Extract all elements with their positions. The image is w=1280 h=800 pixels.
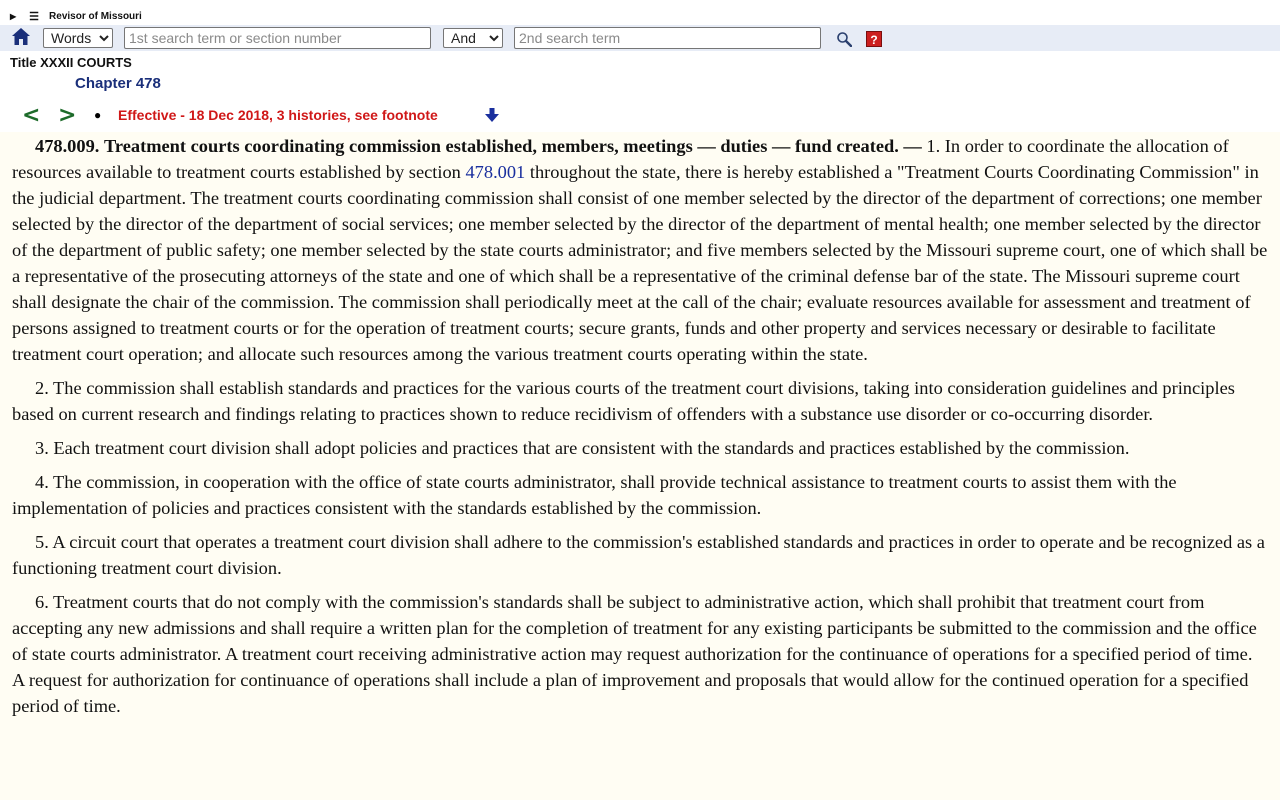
effective-date-link[interactable]: Effective - 18 Dec 2018, 3 histories, see footnote — [118, 107, 438, 123]
statute-paragraph-4: 4. The commission, in cooperation with the office of state courts administrator, shall provide technical assistance to treatment courts to assist them with the implementation of policies and practices consistent with the standards established by the commission. — [12, 472, 1177, 518]
statute-paragraph-2: 2. The commission shall establish standards and practices for the various courts of the treatment court divisions, taking into consideration guidelines and principles based on current research and findings relating to practices shown to reduce recidivism of offenders with a substance use disorder or co-occurring disorder. — [12, 378, 1235, 424]
paragraph-text: throughout the state, there is hereby established a "Treatment Courts Coordinating Commission" in the judicial department. The treatment courts coordinating commission shall consist of one member selected by the director of the department of corrections; one member selected by the director of the department of social services; one member selected by the director of the department of mental health; one member selected by the director of the department of public safety; one member selected by the state courts administrator; and five members selected by the Missouri supreme court, one of which shall be a representative of the prosecuting attorneys of the state and one of which shall be a representative of the criminal defense bar of the state. The Missouri supreme court shall designate the chair of the commission. The commission shall periodically meet at the call of the chair; evaluate resources available for assessment and treatment of persons assigned to treatment courts or for the operation of treatment courts; secure grants, funds and other property and services necessary or desirable to facilitate treatment court operation; and allocate such resources among the various treatment courts operating within the state. — [12, 162, 1268, 364]
arrow-down-icon[interactable] — [484, 107, 500, 123]
previous-section-button[interactable]: < — [22, 102, 41, 128]
site-topline — [10, 9, 142, 23]
section-heading: Treatment courts coordinating commission established, members, meetings — duties — fund created. — — [103, 136, 922, 156]
page-header — [0, 0, 1280, 132]
triangle-right-icon[interactable]: ▶ — [10, 11, 17, 21]
bullet-icon: ● — [94, 107, 102, 122]
section-number: 478.009. — [35, 136, 100, 156]
home-icon[interactable] — [12, 27, 30, 47]
statute-paragraph-6: 6. Treatment courts that do not comply with the commission's standards shall be subject to administrative action, which shall prohibit that treatment court from accepting any new admissions and shall require a written plan for the completion of treatment for any existing participants be submitted to the commission and the office of state courts administrator. A treatment court receiving administrative action may request authorization for the continuance of operations for a specified period of time. A request for authorization for continuance of operations shall include a plan of improvement and proposals that would allow for the continued operation for a specified period of time. — [12, 592, 1257, 716]
site-name: Revisor of Missouri — [49, 10, 142, 22]
hamburger-icon[interactable]: ☰ — [29, 10, 40, 23]
next-section-button[interactable]: > — [58, 102, 77, 128]
search-operator-select[interactable] — [443, 28, 503, 48]
section-reference-link[interactable]: 478.001 — [465, 162, 526, 182]
first-search-term-input[interactable] — [124, 27, 431, 49]
statute-paragraph-1 — [12, 133, 1268, 367]
statute-paragraph-5: 5. A circuit court that operates a treatment court division shall adhere to the commission's established standards and practices in order to operate and be recognized as a functioning treatment court division. — [12, 532, 1265, 578]
search-mode-select[interactable] — [43, 28, 113, 48]
section-navigation — [22, 102, 500, 128]
statute-paragraph-3: 3. Each treatment court division shall adopt policies and practices that are consistent with the standards and practices established by the commission. — [35, 438, 1130, 458]
second-search-term-input[interactable] — [514, 27, 821, 49]
title-label: Title XXXII COURTS — [10, 55, 132, 70]
chapter-link[interactable]: Chapter 478 — [75, 75, 161, 92]
help-button[interactable]: ? — [866, 31, 882, 47]
paragraph-text: 1. In order to coordinate the allocation of resources available to treatment courts established by section — [12, 136, 1229, 182]
statute-text — [12, 133, 1268, 727]
search-icon[interactable] — [836, 31, 852, 47]
